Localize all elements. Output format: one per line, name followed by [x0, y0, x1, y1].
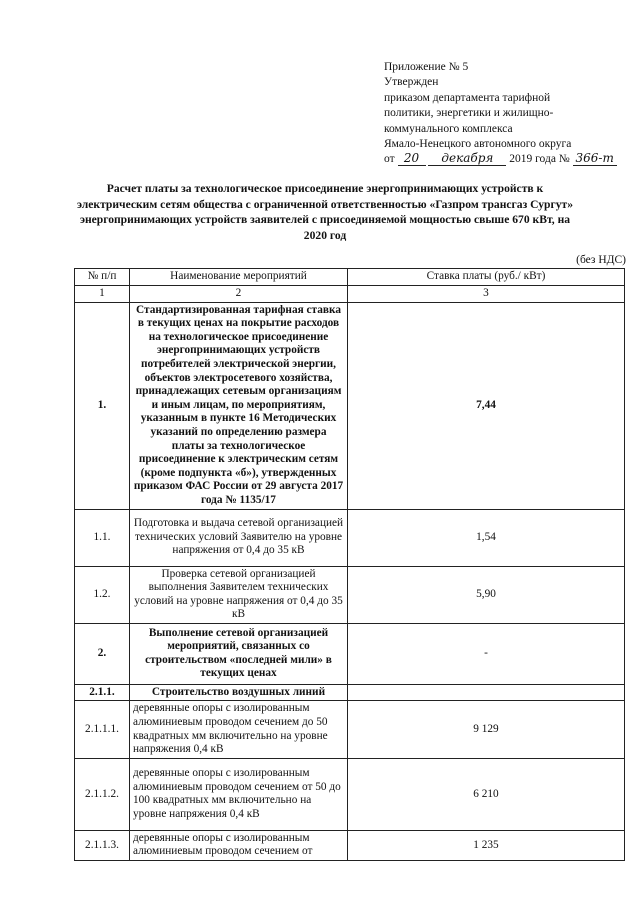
- handwritten-month: декабря: [428, 152, 506, 166]
- column-number: 2: [130, 286, 348, 303]
- rates-table: [74, 268, 625, 861]
- appendix-number: Приложение № 5: [384, 61, 469, 73]
- table-row: [75, 509, 625, 566]
- row-rate: 1,54: [348, 509, 625, 566]
- table-row: [75, 684, 625, 701]
- handwritten-day: 20: [398, 152, 426, 166]
- approved-label: Утвержден: [384, 76, 439, 89]
- row-number: 2.1.1.: [75, 684, 130, 701]
- row-rate: 5,90: [348, 566, 625, 623]
- date-prefix: от: [384, 153, 395, 166]
- table-row: [75, 566, 625, 623]
- table-row: [75, 830, 625, 860]
- row-number: 2.: [75, 623, 130, 684]
- approval-text-line: приказом департамента тарифной: [384, 91, 551, 104]
- row-number: 2.1.1.2.: [75, 758, 130, 830]
- row-number: 2.1.1.3.: [75, 830, 130, 860]
- approval-block: [384, 60, 624, 168]
- approval-date-line: [384, 152, 624, 167]
- row-rate: [348, 684, 625, 701]
- date-year-text: 2019 года №: [509, 153, 570, 166]
- row-name: Подготовка и выдача сетевой организацией технических условий Заявителю на уровне напряжения от 0,4 до 35 кВ: [130, 509, 348, 566]
- table-row: [75, 302, 625, 509]
- table-row: [75, 701, 625, 758]
- column-numbers-row: [75, 286, 625, 303]
- approval-text-line: политики, энергетики и жилищно-: [384, 107, 554, 120]
- row-name: деревянные опоры с изолированным алюминиевым проводом сечением от 50 до 100 квадратных мм включительно на уровне напряжения 0,4 кВ: [130, 758, 348, 830]
- header-activity: Наименование мероприятий: [130, 269, 348, 286]
- table-row: [75, 623, 625, 684]
- header-rate: Ставка платы (руб./ кВт): [348, 269, 625, 286]
- row-rate: 7,44: [348, 302, 625, 509]
- row-rate: 9 129: [348, 701, 625, 758]
- row-name: деревянные опоры с изолированным алюминиевым проводом сечением от: [130, 830, 348, 860]
- vat-note: (без НДС): [576, 254, 626, 266]
- document-title: Расчет платы за технологическое присоединение энергопринимающих устройств к электрическим сетям общества с ограниченной ответственностью «Газпром трансгаз Сургут» энергопринимающих устройств заявителей с присоединяемой мощностью свыше 670 кВт, на 2020 год: [76, 182, 574, 242]
- row-name: Выполнение сетевой организацией мероприятий, связанных со строительством «последней мили» в текущих ценах: [130, 623, 348, 684]
- row-number: 1.2.: [75, 566, 130, 623]
- row-name: Проверка сетевой организацией выполнения Заявителем технических условий на уровне напряжения от 0,4 до 35 кВ: [130, 566, 348, 623]
- handwritten-order-number: 366-т: [573, 152, 617, 166]
- row-number: 1.: [75, 302, 130, 509]
- approval-text-line: Ямало-Ненецкого автономного округа: [384, 138, 572, 151]
- row-number: 1.1.: [75, 509, 130, 566]
- header-number: № п/п: [75, 269, 130, 286]
- row-number: 2.1.1.1.: [75, 701, 130, 758]
- row-name: Строительство воздушных линий: [130, 684, 348, 701]
- table-row: [75, 758, 625, 830]
- column-number: 1: [75, 286, 130, 303]
- column-number: 3: [348, 286, 625, 303]
- row-name: деревянные опоры с изолированным алюминиевым проводом сечением до 50 квадратных мм включительно на уровне напряжения 0,4 кВ: [130, 701, 348, 758]
- approval-text-line: коммунального комплекса: [384, 122, 513, 135]
- row-rate: -: [348, 623, 625, 684]
- table-header-row: [75, 269, 625, 286]
- row-rate: 6 210: [348, 758, 625, 830]
- row-rate: 1 235: [348, 830, 625, 860]
- row-name: Стандартизированная тарифная ставка в текущих ценах на покрытие расходов на технологическое присоединение энергопринимающих устройств потребителей электрической энергии, объектов электросетевого хозяйства, принадлежащих сетевым организациям и иным лицам, по мероприятиям, указанным в пункте 16 Методических указаний по определению размера платы за технологическое присоединение к электрическим сетям (кроме подпункта «б»), утвержденных приказом ФАС России от 29 августа 2017 года № 1135/17: [130, 302, 348, 509]
